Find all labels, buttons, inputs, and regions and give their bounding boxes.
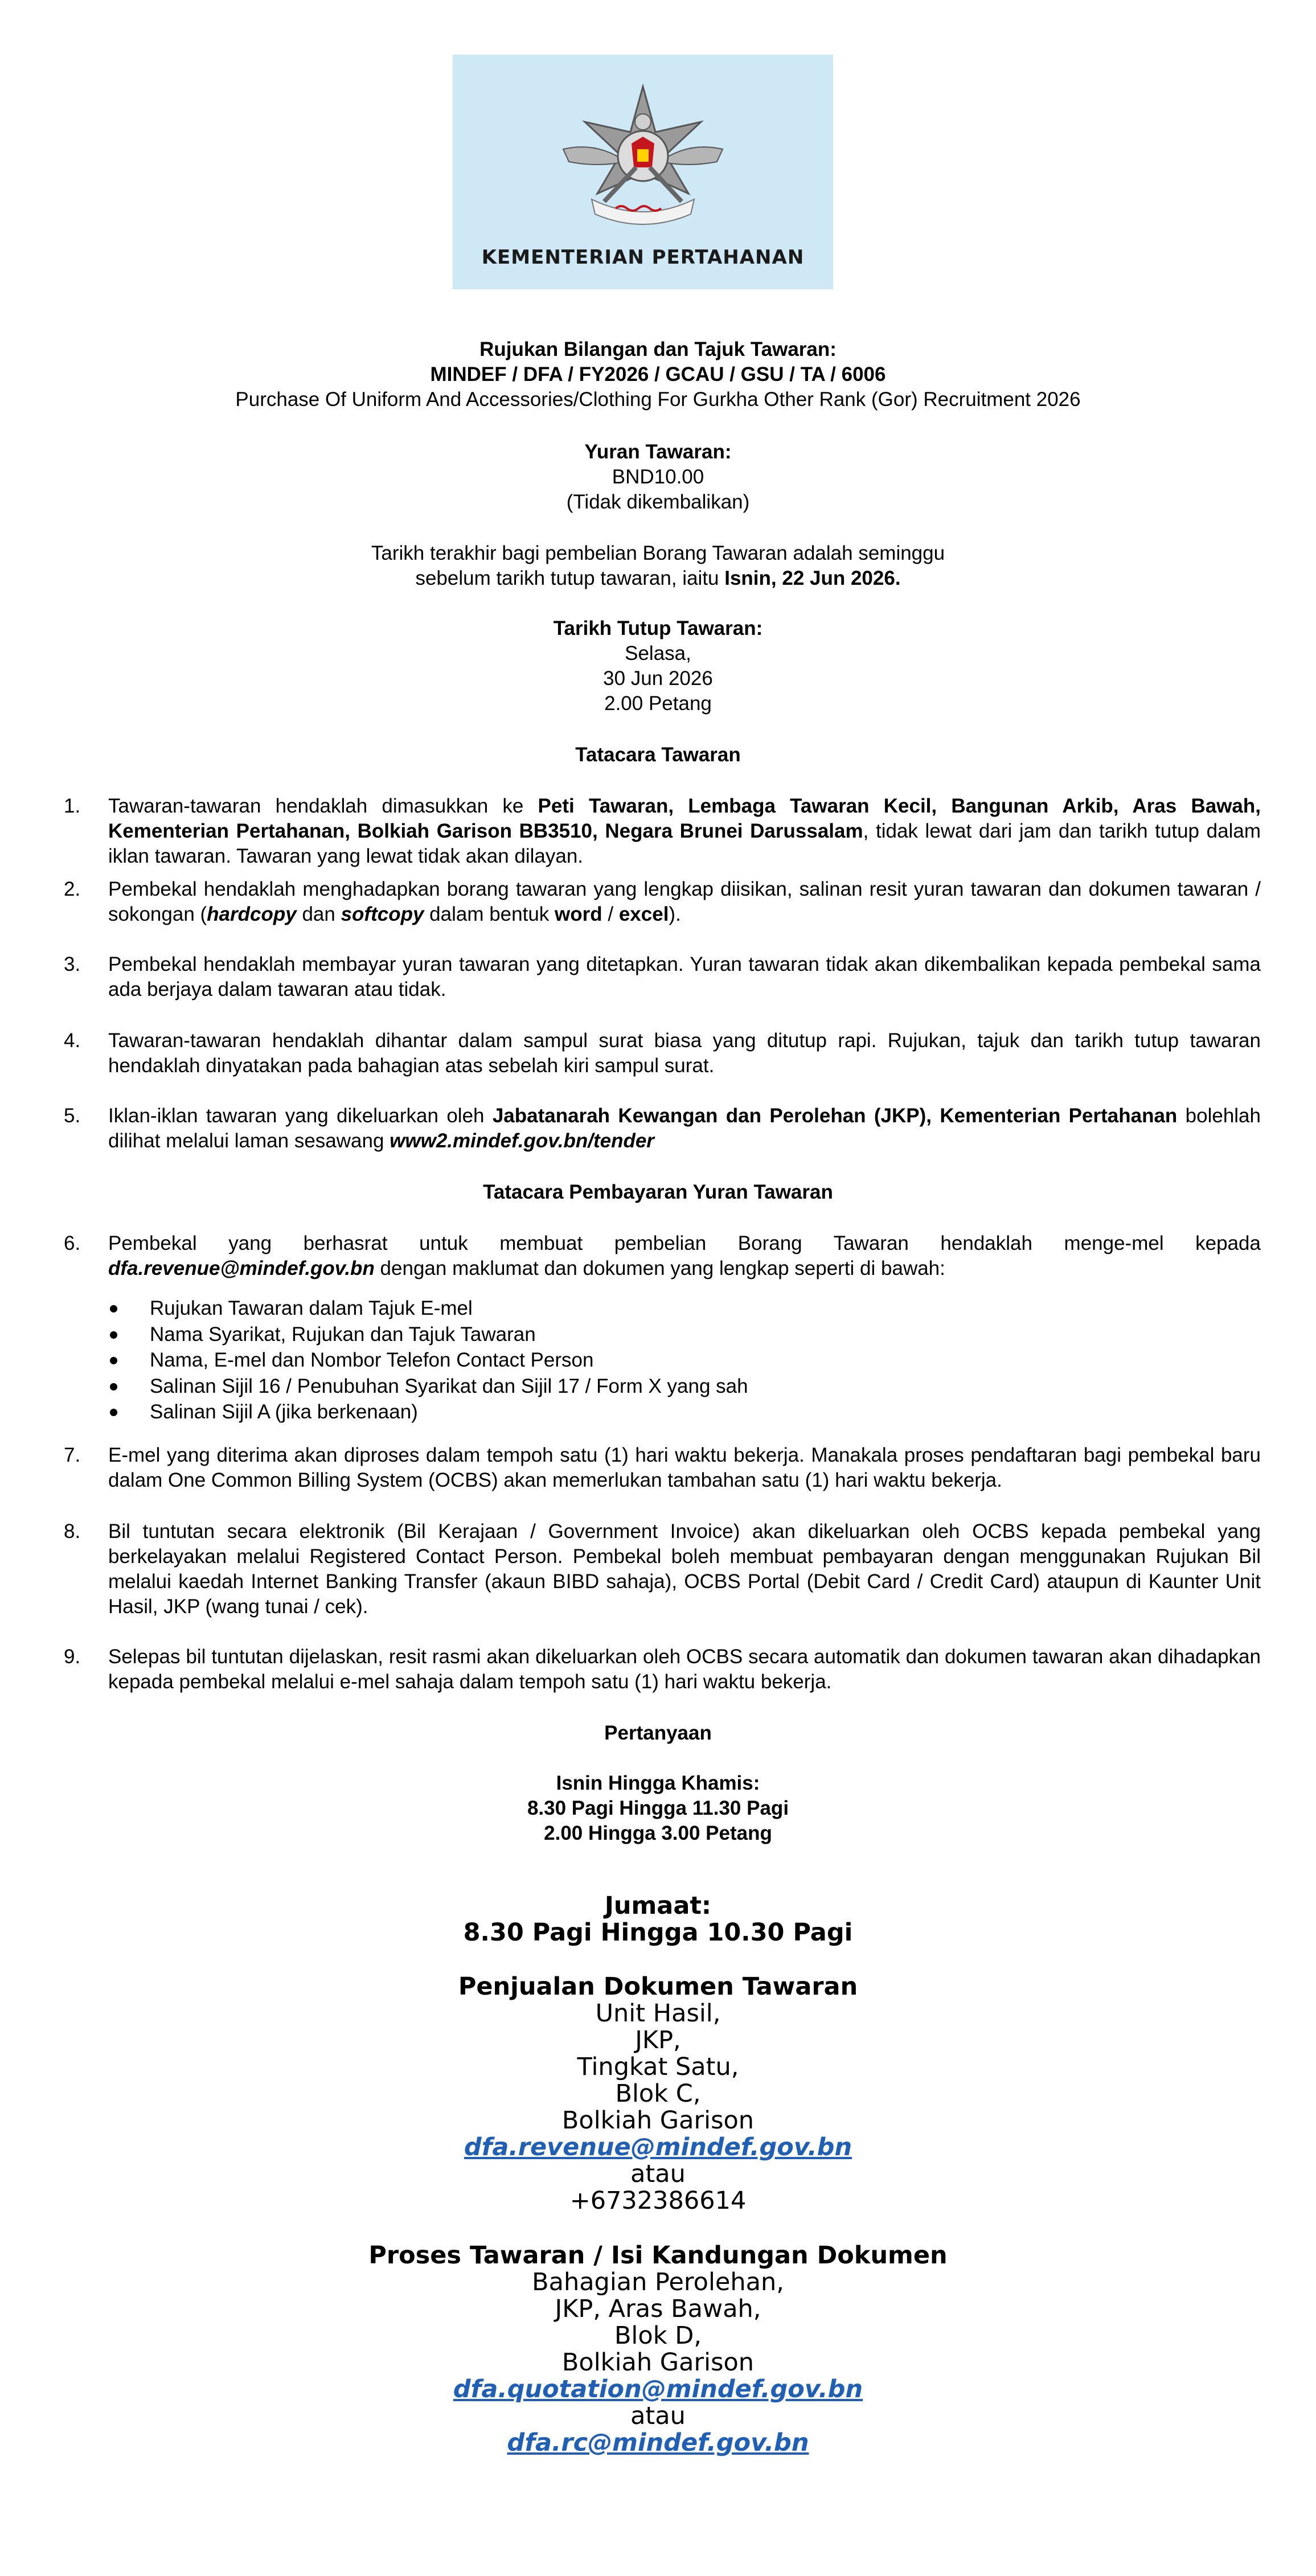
bullet-icon bbox=[110, 1305, 117, 1312]
process-address-line: JKP, Aras Bawah, bbox=[555, 2295, 761, 2323]
or-text: atau bbox=[630, 2402, 686, 2430]
ministry-logo bbox=[453, 55, 833, 289]
closing-label: Tarikh Tutup Tawaran: bbox=[553, 617, 763, 639]
purchase-deadline-line1: Tarikh terakhir bagi pembelian Borang Tawaran adalah seminggu bbox=[371, 542, 945, 564]
sales-address-line: Tingkat Satu, bbox=[577, 2053, 739, 2081]
process-address-line: Blok D, bbox=[614, 2321, 702, 2350]
fee-label: Yuran Tawaran: bbox=[584, 441, 732, 463]
list-item: Salinan Sijil A (jika berkenaan) bbox=[105, 1399, 1130, 1425]
logo-caption: KEMENTERIAN PERTAHANAN bbox=[481, 246, 805, 269]
closing-time: 2.00 Petang bbox=[604, 692, 712, 715]
bullet-icon bbox=[110, 1357, 117, 1364]
revenue-email-link[interactable]: dfa.revenue@mindef.gov.bn bbox=[464, 2133, 852, 2161]
quotation-email-link[interactable]: dfa.quotation@mindef.gov.bn bbox=[453, 2375, 863, 2403]
weekday-morning-hours: 8.30 Pagi Hingga 11.30 Pagi bbox=[527, 1797, 789, 1819]
purchase-deadline-date: Isnin, 22 Jun 2026. bbox=[724, 567, 901, 589]
sales-address-line: Blok C, bbox=[615, 2079, 701, 2108]
required-documents-list bbox=[105, 1295, 1130, 1425]
bullet-icon bbox=[110, 1331, 117, 1339]
sales-address-line: Unit Hasil, bbox=[595, 1999, 721, 2028]
payment-heading: Tatacara Pembayaran Yuran Tawaran bbox=[483, 1181, 833, 1203]
reference-label: Rujukan Bilangan dan Tajuk Tawaran: bbox=[479, 338, 837, 360]
sales-heading: Penjualan Dokumen Tawaran bbox=[458, 1972, 858, 2001]
tender-notice-page: KEMENTERIAN PERTAHANAN Rujukan Bilangan dan Tajuk Tawaran: MINDEF / DFA / FY2026 / GCAU / GSU / TA / 6006 Purchase Of Uniform And Accessories/Clothing For Gurkha Other Rank (Gor) Recruitment 2026 Yuran Tawaran: BND10.00 (Tidak dikembalikan) Tarikh terakhir bagi pembelian Borang Tawaran adalah seminggu sebelum tarikh tutup tawaran, iaitu Isnin, 22 Jun 2026. Tarikh Tutup Tawaran: Selasa, 30 Jun 2026 2.00 Petang Tatacara Tawaran 1. Tawaran-tawaran hendaklah dimasukkan ke Peti Tawaran, Lembaga Tawaran Kecil, Bangunan Arkib, Aras Bawah, Kementerian Pertahanan, Bolkiah Garison BB3510, Negara Brunei Darussalam, tidak lewat dari jam dan tarikh tutup dalam iklan tawaran. Tawaran yang lewat tidak akan dilayan. 2. Pembekal hendaklah menghadapkan borang tawaran yang lengkap diisikan, salinan resit yuran tawaran dan dokumen tawaran / sokongan (hardcopy dan softcopy dalam bentuk word / excel). 3. Pembekal hendaklah membayar yuran tawaran yang ditetapkan. Yuran tawaran tidak akan dikembalikan kepada pembekal sama ada berjaya dalam tawaran atau tidak. 4. Tawaran-tawaran hendaklah dihantar dalam sampul surat biasa yang ditutup rapi. Rujukan, tajuk dan tarikh tutup tawaran hendaklah dinyatakan pada bahagian atas sebelah kiri sampul surat. 5. Iklan-iklan tawaran yang dikeluarkan oleh Jabatanarah Kewangan dan Perolehan (JKP), Kementerian Pertahanan bolehlah dilihat melalui laman sesawang www2.mindef.gov.bn/tender Tatacara Pembayaran Yuran Tawaran 6. Pembekal yang berhasrat untuk membuat pembelian Borang Tawaran hendaklah menge-mel kepada dfa.revenue@mindef.gov.bn dengan maklumat dan dokumen yang lengkap seperti di bawah: Rujukan Tawaran dalam Tajuk E-mel Nama Syarikat, Rujukan dan Tajuk Tawaran Nama, E-mel dan Nombor Telefon Contact Person Salinan Sijil 16 / Penubuhan Syarikat dan Sijil 17 / Form X yang sah Salinan Sijil A (jika berkenaan) 7. E-mel yang diterima akan diproses dalam tempoh satu (1) hari waktu bekerja. Manakala proses pendaftaran bagi pembekal baru dalam One Common Billing System (OCBS) akan memerlukan tambahan satu (1) hari waktu bekerja. 8. Bil tuntutan secara elektronik (Bil Kerajaan / Government Invoice) akan dikeluarkan oleh OCBS kepada pembekal yang berkelayakan melalui Registered Contact Person. Pembekal boleh membuat pembayaran dengan menggunakan Rujukan Bil melalui kaedah Internet Banking Transfer (akaun BIBD sahaja), OCBS Portal (Debit Card / Credit Card) ataupun di Kaunter Unit Hasil, JKP (wang tunai / cek). 9. Selepas bil tuntutan dijelaskan, resit rasmi akan dikeluarkan oleh OCBS secara automatik dan dokumen tawaran akan dihadapkan kepada pembekal melalui e-mel sahaja dalam tempoh satu (1) hari waktu bekerja. Pertanyaan Isnin Hingga Khamis: 8.30 Pagi Hingga 11.30 Pagi 2.00 Hingga 3.00 Petang Jumaat: 8.30 Pagi Hingga 10.30 Pagi Penjualan Dokumen Tawaran Unit Hasil, JKP, Tingkat Satu, Blok C, Bolkiah Garison dfa.revenue@mindef.gov.bn atau +6732386614 Proses Tawaran / Isi Kandungan Dokumen Bahagian Perolehan, JKP, Aras Bawah, Blok D, Bolkiah Garison dfa.quotation@mindef.gov.bn atau dfa.rc@mindef.gov.bn bbox=[0, 0, 1316, 2576]
sales-address-line: Bolkiah Garison bbox=[561, 2106, 755, 2135]
bullet-icon bbox=[110, 1409, 117, 1416]
list-item: Nama Syarikat, Rujukan dan Tajuk Tawaran bbox=[105, 1322, 1130, 1348]
or-text: atau bbox=[630, 2160, 686, 2188]
bullet-icon bbox=[110, 1383, 117, 1390]
fee-amount: BND10.00 bbox=[612, 466, 704, 488]
fee-note: (Tidak dikembalikan) bbox=[566, 491, 750, 513]
closing-day: Selasa, bbox=[625, 642, 691, 664]
weekday-afternoon-hours: 2.00 Hingga 3.00 Petang bbox=[544, 1822, 772, 1844]
process-address-line: Bahagian Perolehan, bbox=[532, 2268, 784, 2296]
friday-hours: 8.30 Pagi Hingga 10.30 Pagi bbox=[463, 1918, 853, 1947]
procedure-heading: Tatacara Tawaran bbox=[575, 744, 741, 766]
tender-website-link[interactable]: www2.mindef.gov.bn/tender bbox=[390, 1130, 654, 1152]
list-item: Rujukan Tawaran dalam Tajuk E-mel bbox=[105, 1295, 1130, 1322]
process-address-line: Bolkiah Garison bbox=[561, 2348, 755, 2377]
purchase-deadline-line2: sebelum tarikh tutup tawaran, iaitu Isnin, 22 Jun 2026. bbox=[415, 567, 901, 589]
process-heading: Proses Tawaran / Isi Kandungan Dokumen bbox=[368, 2241, 948, 2270]
weekday-hours-label: Isnin Hingga Khamis: bbox=[556, 1772, 760, 1794]
closing-date: 30 Jun 2026 bbox=[603, 667, 713, 690]
revenue-email-inline[interactable]: dfa.revenue@mindef.gov.bn bbox=[108, 1257, 375, 1279]
sales-address-line: JKP, bbox=[635, 2026, 681, 2054]
enquiries-heading: Pertanyaan bbox=[604, 1722, 712, 1744]
sales-phone: +6732386614 bbox=[569, 2187, 747, 2215]
list-item: Nama, E-mel dan Nombor Telefon Contact Person bbox=[105, 1347, 1130, 1373]
friday-hours-label: Jumaat: bbox=[604, 1892, 712, 1920]
list-item: Salinan Sijil 16 / Penubuhan Syarikat dan Sijil 17 / Form X yang sah bbox=[105, 1373, 1130, 1400]
rc-email-link[interactable]: dfa.rc@mindef.gov.bn bbox=[507, 2429, 809, 2457]
ministry-of-defence-emblem-icon bbox=[552, 82, 734, 236]
tender-title: Purchase Of Uniform And Accessories/Clothing For Gurkha Other Rank (Gor) Recruitment 2026 bbox=[235, 388, 1081, 411]
reference-number: MINDEF / DFA / FY2026 / GCAU / GSU / TA / 6006 bbox=[430, 363, 886, 385]
